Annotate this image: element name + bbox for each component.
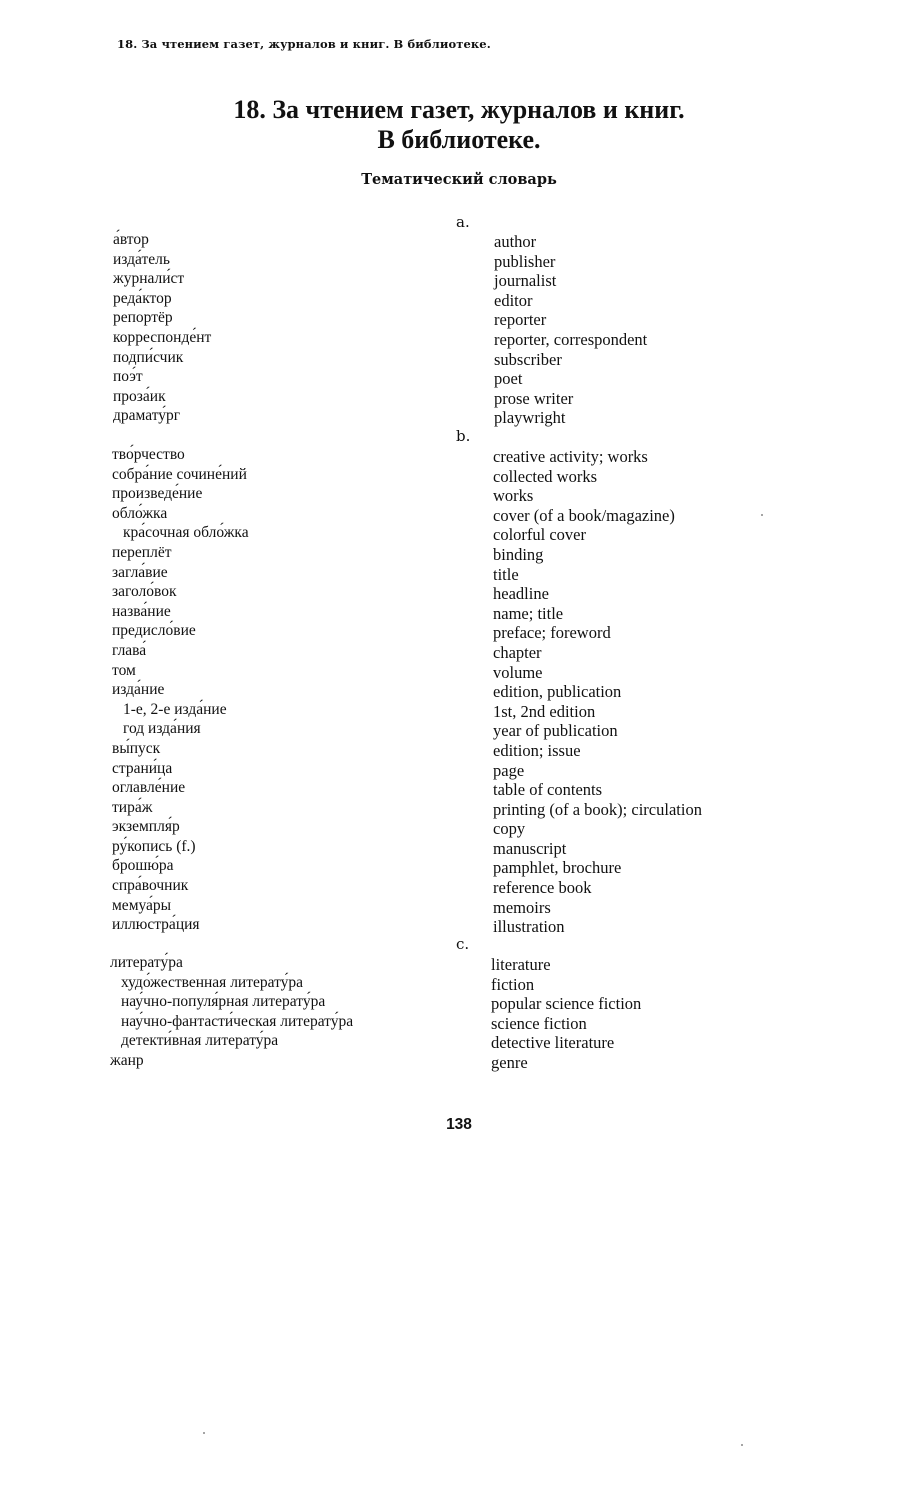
russian-term: детекти́вная литерату́ра	[121, 1032, 279, 1050]
russian-term: загла́вие	[112, 563, 168, 581]
russian-term: назва́ние	[112, 602, 171, 620]
english-translation: reference book	[493, 878, 592, 898]
english-translation: 1st, 2nd edition	[493, 701, 596, 721]
russian-term: мемуа́ры	[112, 896, 172, 914]
scan-speck	[761, 514, 763, 516]
page-number: 138	[446, 1116, 472, 1133]
english-translation: colorful cover	[493, 525, 586, 545]
russian-term: журнали́ст	[113, 270, 185, 288]
section-b-russian-list	[112, 445, 249, 935]
english-translation: poet	[494, 369, 523, 389]
page-title	[0, 95, 918, 155]
russian-term: экземпля́р	[112, 818, 180, 836]
russian-term: иллюстра́ция	[112, 916, 200, 934]
english-translation: cover (of a book/magazine)	[493, 505, 675, 525]
section-c-russian-list	[110, 953, 353, 1071]
russian-term: обло́жка	[112, 504, 168, 522]
section-letter-c: c.	[456, 935, 470, 953]
russian-term: тира́ж	[112, 798, 153, 816]
english-translation: genre	[491, 1052, 528, 1072]
russian-term: поэ́т	[113, 368, 143, 386]
english-translation: detective literature	[491, 1033, 615, 1053]
english-translation: reporter, correspondent	[494, 329, 648, 349]
section-c-english-list	[491, 955, 641, 1073]
russian-term: реда́ктор	[113, 289, 172, 307]
russian-term: произведе́ние	[112, 485, 203, 503]
english-translation: manuscript	[493, 838, 567, 858]
english-translation: volume	[493, 662, 543, 682]
english-translation: prose writer	[494, 388, 574, 408]
russian-term: тво́рчество	[112, 446, 185, 463]
english-translation: science fiction	[491, 1013, 587, 1033]
russian-term: нау́чно-фантасти́ческая литерату́ра	[121, 1012, 354, 1030]
running-header: 18. За чтением газет, журналов и книг. В библиотеке.	[117, 37, 491, 51]
russian-term: корреспонде́нт	[113, 328, 212, 346]
english-translation: memoirs	[493, 897, 551, 917]
english-translation: reporter	[494, 310, 547, 330]
page-title-line-1: 18. За чтением газет, журналов и книг.	[233, 95, 685, 124]
russian-term: собра́ние сочине́ний	[112, 465, 247, 483]
english-translation: works	[493, 486, 534, 506]
russian-term: подпи́счик	[113, 348, 184, 366]
scan-speck	[741, 1444, 743, 1446]
russian-term: переплёт	[112, 543, 172, 561]
russian-term: драмату́рг	[113, 407, 181, 425]
english-translation: headline	[493, 584, 549, 604]
russian-term: предисло́вие	[112, 622, 196, 640]
english-translation: title	[493, 564, 519, 584]
english-translation: copy	[493, 819, 526, 839]
russian-term: том	[112, 661, 136, 679]
english-translation: edition; issue	[493, 740, 581, 760]
section-a-russian-list	[113, 230, 211, 426]
english-translation: name; title	[493, 603, 564, 623]
russian-term: 1-е, 2-е изда́ние	[123, 700, 227, 718]
russian-term: литерату́ра	[110, 954, 183, 971]
english-translation: printing (of a book); circulation	[493, 799, 702, 819]
english-translation: preface; foreword	[493, 623, 611, 643]
russian-term: ру́копись (f.)	[112, 837, 196, 855]
scan-speck	[203, 1432, 205, 1434]
english-translation: creative activity; works	[493, 447, 648, 466]
english-translation: author	[494, 232, 537, 251]
section-letter-a: a.	[456, 213, 470, 231]
russian-term: вы́пуск	[112, 739, 161, 757]
english-translation: table of contents	[493, 780, 603, 800]
section-letter-b: b.	[456, 427, 471, 445]
russian-term: изда́ние	[112, 681, 165, 699]
russian-term: глава́	[112, 641, 147, 659]
page-subtitle: Тематический словарь	[361, 171, 557, 188]
russian-term: брошю́ра	[112, 857, 174, 875]
english-translation: publisher	[494, 251, 556, 271]
russian-term: заголо́вок	[112, 583, 177, 601]
russian-term: репортёр	[113, 309, 173, 327]
russian-term: худо́жественная литерату́ра	[121, 973, 304, 991]
section-b-english-list	[493, 447, 702, 937]
english-translation: edition, publication	[493, 682, 622, 702]
russian-term: а́втор	[113, 231, 149, 248]
russian-term: кра́сочная обло́жка	[123, 524, 249, 542]
english-translation: chapter	[493, 642, 542, 662]
english-translation: collected works	[493, 466, 598, 486]
english-translation: journalist	[494, 271, 557, 291]
russian-term: страни́ца	[112, 759, 173, 777]
english-translation: literature	[491, 955, 551, 974]
english-translation: editor	[494, 290, 533, 310]
russian-term: год изда́ния	[123, 720, 201, 738]
english-translation: popular science fiction	[491, 994, 642, 1014]
english-translation: illustration	[493, 917, 565, 937]
english-translation: year of publication	[493, 721, 618, 741]
page-title-line-2: В библиотеке.	[377, 125, 541, 154]
russian-term: спра́вочник	[112, 877, 189, 895]
section-a-english-list	[494, 232, 647, 428]
russian-term: жанр	[110, 1051, 144, 1069]
english-translation: page	[493, 760, 525, 780]
english-translation: binding	[493, 544, 544, 564]
english-translation: pamphlet, brochure	[493, 858, 622, 878]
english-translation: fiction	[491, 974, 535, 994]
english-translation: playwright	[494, 408, 566, 428]
russian-term: нау́чно-популя́рная литерату́ра	[121, 993, 326, 1011]
english-translation: subscriber	[494, 349, 562, 369]
russian-term: проза́ик	[113, 387, 166, 405]
russian-term: изда́тель	[113, 250, 170, 268]
russian-term: оглавле́ние	[112, 779, 186, 797]
